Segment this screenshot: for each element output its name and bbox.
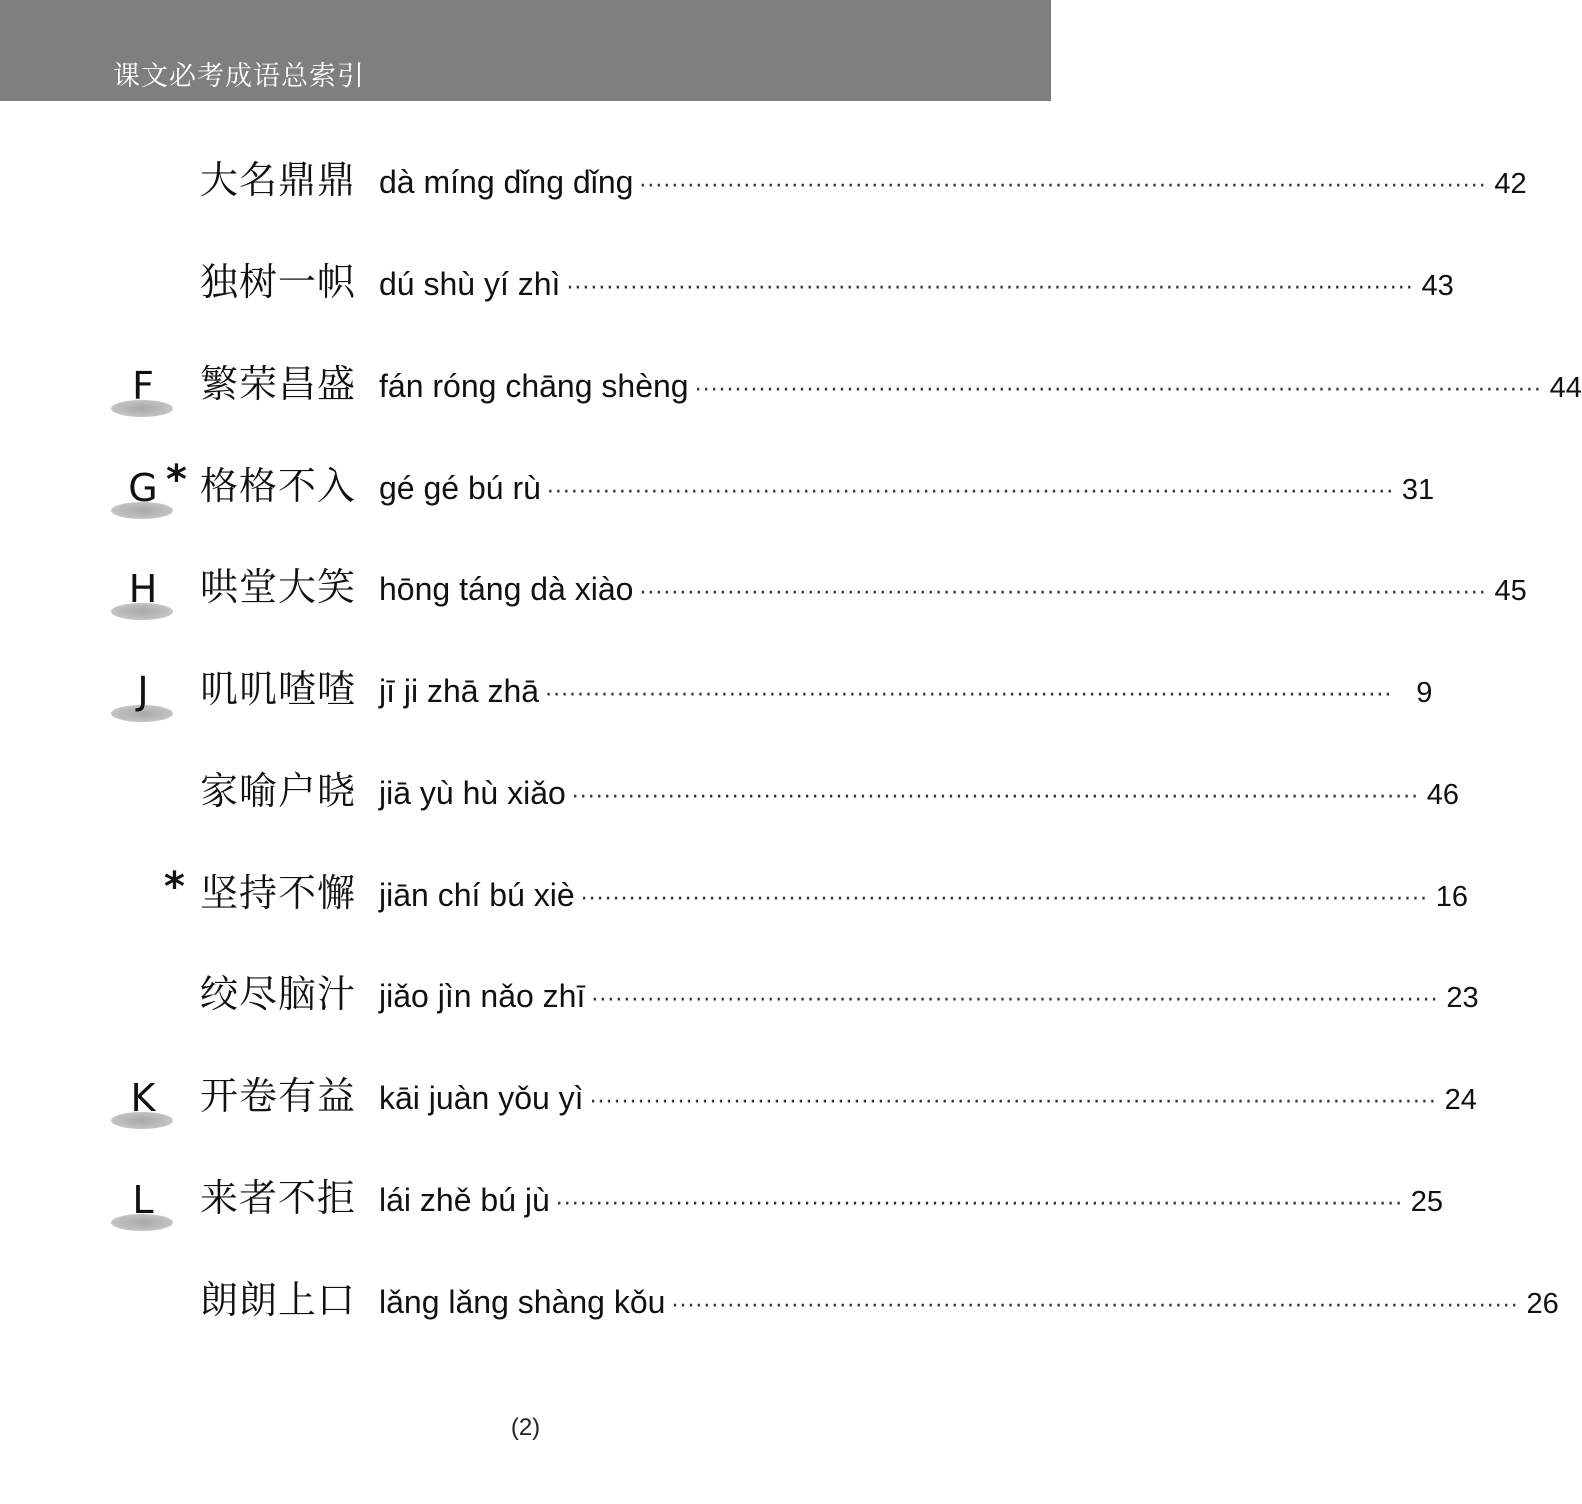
index-entry (0, 152, 1527, 222)
idiom-text: 繁荣昌盛 (199, 362, 356, 406)
idiom-text: 朗朗上口 (199, 1278, 356, 1322)
section-letter: L (132, 1178, 154, 1222)
page-ref: 25 (1410, 1186, 1444, 1218)
dot-leader: ·········································································································· (566, 276, 1414, 301)
dot-leader: ·········································································································· (589, 1090, 1437, 1115)
idiom-text: 家喻户晓 (199, 769, 356, 813)
index-entry (0, 763, 1460, 833)
pinyin-text: hōng táng dà xiào (379, 571, 634, 607)
pinyin-text: dú shù yí zhì (379, 266, 561, 302)
index-entry (0, 1272, 1559, 1342)
idiom-text: 开卷有益 (199, 1074, 356, 1118)
header-title: 课文必考成语总索引 (113, 61, 365, 92)
section-letter: H (128, 567, 158, 611)
dot-leader: ·········································································································· (591, 988, 1439, 1013)
dot-leader: ·········································································································· (546, 480, 1395, 505)
pinyin-text: jiǎo jìn nǎo zhī (379, 978, 586, 1014)
pinyin-text: lái zhě bú jù (379, 1182, 550, 1218)
dot-leader: ·········································································································· (671, 1294, 1519, 1319)
idiom-text: 独树一帜 (199, 260, 356, 304)
index-entry (0, 661, 1433, 731)
letter-badge (108, 1176, 178, 1236)
idiom-text: 大名鼎鼎 (199, 158, 356, 202)
index-entry (0, 559, 1527, 629)
index-entry (0, 457, 1435, 528)
idiom-text: 坚持不懈 (199, 871, 356, 915)
pinyin-text: jiān chí bú xiè (379, 877, 575, 913)
page-ref: 46 (1426, 779, 1460, 811)
index-entry (0, 966, 1479, 1036)
idiom-text: 哄堂大笑 (199, 565, 356, 609)
dot-leader: ·········································································································· (639, 581, 1487, 606)
idiom-text: 叽叽喳喳 (199, 667, 356, 711)
pinyin-text: fán róng chāng shèng (379, 368, 689, 404)
pinyin-text: dà míng dǐng dǐng (379, 164, 634, 200)
page-ref: 31 (1401, 474, 1435, 506)
index-entry (0, 254, 1454, 324)
page-ref: 16 (1435, 881, 1468, 913)
index-entry (0, 356, 1582, 426)
page-number: (2) (510, 1414, 541, 1441)
pinyin-text: jiā yù hù xiǎo (379, 775, 566, 811)
page-ref: 44 (1549, 372, 1582, 404)
asterisk-mark: * (164, 864, 185, 910)
section-letter: F (132, 364, 154, 408)
section-letter: J (137, 669, 149, 713)
idiom-text: 格格不入 (199, 464, 356, 508)
idiom-text: 来者不拒 (199, 1176, 356, 1220)
idiom-text: 绞尽脑汁 (199, 972, 356, 1016)
letter-badge (108, 362, 178, 422)
dot-leader: ·········································································································· (639, 174, 1487, 199)
dot-leader: ·········································································································· (555, 1192, 1404, 1217)
page-ref: 23 (1446, 982, 1479, 1014)
section-letter: G (128, 466, 158, 510)
letter-badge (108, 565, 178, 625)
index-entry (0, 1068, 1477, 1138)
page-ref: 24 (1444, 1084, 1477, 1116)
page-ref: 42 (1494, 168, 1527, 200)
letter-badge (108, 667, 178, 727)
pinyin-text: jī ji zhā zhā (379, 673, 540, 709)
page-ref: 43 (1421, 270, 1454, 302)
page-ref: 45 (1494, 575, 1527, 607)
index-entry (0, 1170, 1444, 1240)
page-ref: 9 (1416, 677, 1433, 709)
dot-leader: ·········································································································· (571, 785, 1420, 810)
page-ref: 26 (1526, 1288, 1559, 1320)
asterisk-mark: * (166, 457, 187, 503)
pinyin-text: kāi juàn yǒu yì (379, 1080, 584, 1116)
pinyin-text: gé gé bú rù (379, 470, 541, 506)
dot-leader: ·········································································································· (545, 683, 1393, 708)
pinyin-text: lǎng lǎng shàng kǒu (379, 1284, 666, 1320)
dot-leader: ·········································································································· (694, 378, 1542, 403)
section-letter: K (130, 1076, 156, 1120)
letter-badge (108, 1074, 178, 1134)
dot-leader: ·········································································································· (580, 887, 1428, 912)
index-entry (0, 864, 1468, 935)
